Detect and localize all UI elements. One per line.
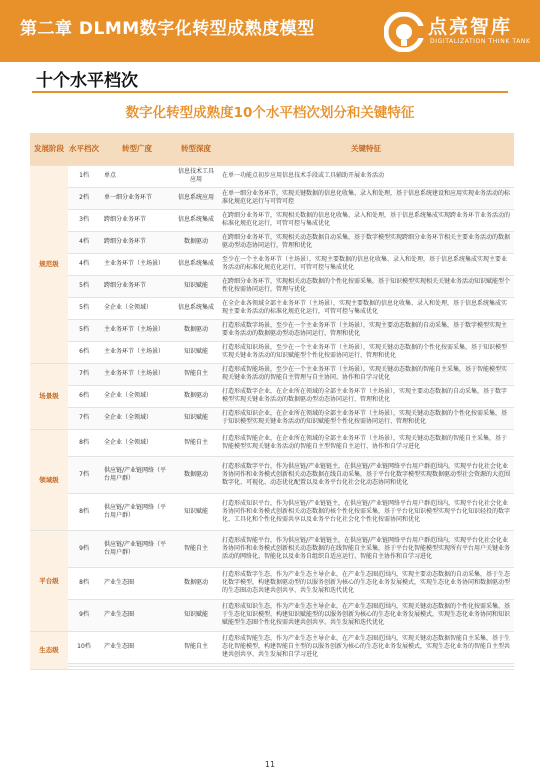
feature-cell: 在跨细分业务环节，实现相关动态数据的个性化按需采集，基于知识模型实现相关关键业务活动知识赋能型个性化按需协同运行，管理与优化 <box>218 275 514 297</box>
breadth-cell: 产业生态圈 <box>100 631 174 663</box>
level-cell: 8档 <box>68 567 100 599</box>
stage-cell: 平台级 <box>30 530 68 631</box>
depth-cell: 信息系统集成 <box>174 253 218 275</box>
feature-cell: 打造形成数字生态，作为产业生态主导企业，在产业生态圈范围内，实现主要动态数据的自动采集，基于生态化数字模型，构建数据驱动型的以服务创新为核心的生态化业务发展模式，实现生态化业务协同和数据驱动型的生态圈动态共建共创共享、共生发展和迭代优化 <box>218 567 514 599</box>
header-breadth: 转型广度 <box>100 133 174 165</box>
breadth-cell: 跨细分业务环节 <box>100 275 174 297</box>
feature-cell: 打造形成智能企业，在企业所在领域的全部主业务环节（主场景），实现关键动态数据的智能自主采集，基于智能模型实现关键业务活动的智能自主型智能自主运行、协作和自学习进化 <box>218 429 514 456</box>
depth-cell: 数据驱动 <box>174 231 218 253</box>
depth-cell: 信息系统应用 <box>174 187 218 209</box>
table-row <box>30 209 514 231</box>
breadth-cell: 供应链/产业链网络（平台用户群） <box>100 493 174 530</box>
breadth-cell: 单点 <box>100 165 174 187</box>
page-number: 11 <box>264 760 276 769</box>
breadth-cell: 主业务环节（主场景） <box>100 253 174 275</box>
breadth-cell: 主业务环节（主场景） <box>100 319 174 341</box>
depth-cell: 知识赋能 <box>174 493 218 530</box>
breadth-cell: 供应链/产业链网络（平台用户群） <box>100 530 174 567</box>
level-cell: 5档 <box>68 297 100 319</box>
depth-cell: 数据驱动 <box>174 456 218 493</box>
feature-cell: 打造形成数字平台，作为供应链/产业链链主，在供应链/产业链网络平台用户群范围内，实现平台化社会化业务协同作和业务模式创新相关动态数据在线自动采集，基于平台化数字模型实现数据驱动型社会资源的大范围数字化、可视化、动态优化配置以及业务平台化社会化动态协同和优化 <box>218 456 514 493</box>
level-cell: 7档 <box>68 407 100 429</box>
header-stage: 发展阶段 <box>30 133 68 165</box>
depth-cell: 知识赋能 <box>174 407 218 429</box>
section-title: 十个水平档次 <box>36 71 138 91</box>
feature-cell: 在单一细分业务环节，实现关键数据的信息化收集、录入和处理，基于信息系统建设和应用实现业务活动的标准化规范化运行与可管可控 <box>218 187 514 209</box>
level-cell: 2档 <box>68 187 100 209</box>
table-row <box>30 165 514 187</box>
feature-cell: 打造形成数字场景，至少在一个主业务环节（主场景），实现主要动态数据的自动采集，基于数字模型实现主要业务活动的数据驱动型动态协同运行、管理和优化 <box>218 319 514 341</box>
page-header-band <box>0 0 540 62</box>
feature-cell: 在全企业各领域全部主业务环节（主场景），实现主要数据的信息化收集、录入和处理，基于信息系统集成实现主要业务活动的标准化规范化运行，可管可控与集成优化 <box>218 297 514 319</box>
feature-cell: 在单一功能点初步应用信息技术手段或工具辅助开展业务活动 <box>218 165 514 187</box>
feature-cell <box>218 666 514 669</box>
level-cell: 4档 <box>68 253 100 275</box>
breadth-cell: 主业务环节（主场景） <box>100 363 174 385</box>
level-cell: 5档 <box>68 319 100 341</box>
breadth-cell: 产业生态圈 <box>100 599 174 631</box>
depth-cell: 数据驱动 <box>174 385 218 407</box>
table-row <box>30 631 514 663</box>
feature-cell: 打造形成知识平台，作为供应链/产业链链主，在供应链/产业链网络平台用户群范围内，实现平台化社会化业务协同作和业务模式创新相关动态数据的核个性化按需采集，基于平台化知识模型实现平台化知识轻投的数字化、工具化和个性化按需共享以及业务平台化社会化个性化按需协同和优化 <box>218 493 514 530</box>
level-cell: 7档 <box>68 456 100 493</box>
depth-cell: 智能自主 <box>174 363 218 385</box>
table-row <box>30 363 514 385</box>
table-row <box>30 385 514 407</box>
header-feature: 关键特征 <box>218 133 514 165</box>
table-row <box>30 187 514 209</box>
table-row <box>30 666 514 669</box>
stage-cell: 场景级 <box>30 363 68 429</box>
feature-cell: 至少在一个主业务环节（主场景），实现主要数据的信息化收集、录入和处理，基于信息系统集成实现主要业务活动的标准化规范化运行，可管可控与集成优化 <box>218 253 514 275</box>
breadth-cell: 跨细分业务环节 <box>100 209 174 231</box>
level-cell: 3档 <box>68 209 100 231</box>
table-row <box>30 530 514 567</box>
level-cell: 8档 <box>68 493 100 530</box>
depth-cell: 信息系统集成 <box>174 209 218 231</box>
depth-cell: 数据驱动 <box>174 567 218 599</box>
breadth-cell: 全企业（全领域） <box>100 385 174 407</box>
breadth-cell: 全企业（全领域） <box>100 429 174 456</box>
feature-cell: 打造形成知识生态，作为产业生态主导企业，在产业生态圈范围内，实现关键动态数据的个性化按需采集，基于生态化知识模型，构建知识赋能型的以服务创新为核心的生态化业务发展模式，实现生态化业务协同和知识赋能型生态圈个性化按需共建共创共享、共生发展和迭代优化 <box>218 599 514 631</box>
header-depth: 转型深度 <box>174 133 218 165</box>
depth-cell: 知识赋能 <box>174 599 218 631</box>
header-level: 水平档次 <box>68 133 100 165</box>
table-row <box>30 341 514 363</box>
feature-cell: 在跨细分业务环节，实现相关数据的信息化收集、录入和处理，基于信息系统集成实现跨业务环节业务活动的标准化规范化运行，可管可控与集成优化 <box>218 209 514 231</box>
level-cell: 9档 <box>68 530 100 567</box>
level-cell: 1档 <box>68 165 100 187</box>
feature-cell: 打造形成知识企业，在企业所在领域的全部主业务环节（主场景），实现关键动态数据的个性化按需采集，基于知识模型实现关键业务活动的知识赋能型个性化按需协同运行、管理和优化 <box>218 407 514 429</box>
table-row <box>30 429 514 456</box>
chapter-title: 第二章 DLMM数字化转型成熟度模型 <box>20 19 315 39</box>
level-cell: 6档 <box>68 341 100 363</box>
table-row <box>30 456 514 493</box>
level-cell: 5档 <box>68 275 100 297</box>
level-cell: 10档 <box>68 631 100 663</box>
breadth-cell: 产业生态圈 <box>100 567 174 599</box>
depth-cell: 信息技术工具应用 <box>174 165 218 187</box>
table-caption: 数字化转型成熟度10个水平档次划分和关键特征 <box>125 105 415 121</box>
section-divider <box>32 91 508 93</box>
breadth-cell: 全企业（全领域） <box>100 407 174 429</box>
table-row <box>30 275 514 297</box>
table-row <box>30 407 514 429</box>
feature-cell: 在跨细分业务环节，实现相关动态数据自动采集，基于数字模型实现跨细分业务环节相关主要业务活动的数据驱动型动态协同运行，管理和优化 <box>218 231 514 253</box>
depth-cell: 智能自主 <box>174 631 218 663</box>
depth-cell: 知识赋能 <box>174 275 218 297</box>
breadth-cell <box>100 666 174 669</box>
lightbulb-logo-icon <box>384 12 424 52</box>
maturity-levels-table <box>30 133 514 670</box>
table-row <box>30 599 514 631</box>
breadth-cell: 供应链/产业链网络（平台用户群） <box>100 456 174 493</box>
level-cell: 6档 <box>68 385 100 407</box>
breadth-cell: 单一细分业务环节 <box>100 187 174 209</box>
feature-cell: 打造形成智能平台，作为供应链/产业链链主，在供应链/产业链网络平台用户群范围内，实现平台化社会化业务协同作和业务模式创新相关动态数据的在线智能自主采集，基于平台化智能模型实现所有平台用户关键业务活动的网络化、智能化以及业务自组织自适应运行、智能自主协作和自学习进化 <box>218 530 514 567</box>
feature-cell: 打造形成数字企业，在企业所在领域的全部主业务环节（主场景），实现主要动态数据的自动采集，基于数字模型实现关键业务活动的数据驱动型动态协同运行、管理和优化 <box>218 385 514 407</box>
brand-logo <box>384 10 531 54</box>
table-row <box>30 319 514 341</box>
feature-cell: 打造形成智能生态，作为产业生态主导企业，在产业生态圈范围内，实现关键动态数据智能自主采集，基于生态化智能模型，构建智能自主型的以服务创新为核心的生态化业务发展模式，实现生态化业务的智能自主型共建共创共享、共生发展和自学习进化 <box>218 631 514 663</box>
depth-cell: 信息系统集成 <box>174 297 218 319</box>
logo-name: 点亮智库 <box>428 16 513 38</box>
level-cell: 4档 <box>68 231 100 253</box>
logo-english-name: DIGITALIZATION THINK TANK <box>430 38 531 45</box>
feature-cell: 打造形成智能场景，至少在一个主业务环节（主场景），实现关键动态数据的智能自主采集，基于智能模型实现关键业务活动的智能自主管理与自主协同、协作和自学习优化 <box>218 363 514 385</box>
table-row <box>30 567 514 599</box>
level-cell: 7档 <box>68 363 100 385</box>
breadth-cell: 跨细分业务环节 <box>100 231 174 253</box>
table-body <box>30 165 514 669</box>
depth-cell <box>174 666 218 669</box>
feature-cell: 打造形成知识场景，至少在一个主业务环节（主场景），实现关键动态数据的个性化按需采集，基于知识模型实现关键业务活动的知识赋能型个性化按需协同运行、管理和优化 <box>218 341 514 363</box>
table-header-row <box>30 133 514 165</box>
depth-cell: 数据驱动 <box>174 319 218 341</box>
stage-cell: 规范级 <box>30 165 68 363</box>
table-row <box>30 297 514 319</box>
level-cell <box>68 666 100 669</box>
depth-cell: 知识赋能 <box>174 341 218 363</box>
level-cell: 8档 <box>68 429 100 456</box>
level-cell: 9档 <box>68 599 100 631</box>
depth-cell: 智能自主 <box>174 429 218 456</box>
table-row <box>30 493 514 530</box>
depth-cell: 智能自主 <box>174 530 218 567</box>
table-row <box>30 231 514 253</box>
breadth-cell: 主业务环节（主场景） <box>100 341 174 363</box>
stage-cell: 领域级 <box>30 429 68 530</box>
stage-cell: 生态级 <box>30 631 68 669</box>
table-row <box>30 253 514 275</box>
breadth-cell: 全企业（全领域） <box>100 297 174 319</box>
